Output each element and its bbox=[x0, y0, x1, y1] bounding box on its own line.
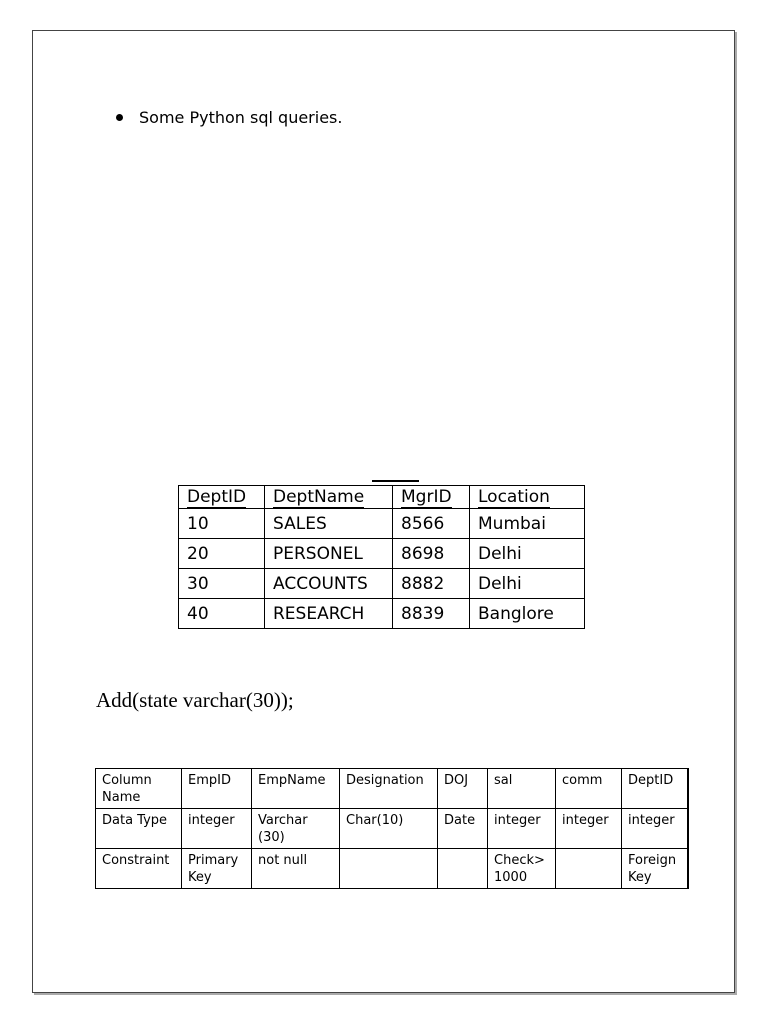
table-cell: 8566 bbox=[393, 509, 470, 539]
bullet-item bbox=[116, 108, 342, 127]
bullet-dot-icon bbox=[116, 114, 123, 121]
table-row bbox=[179, 599, 585, 629]
table-cell: Constraint bbox=[96, 849, 182, 889]
table-row bbox=[179, 509, 585, 539]
table-cell: 30 bbox=[179, 569, 265, 599]
dept-table bbox=[178, 485, 585, 629]
table-row bbox=[96, 809, 688, 849]
table-cell: Delhi bbox=[470, 539, 585, 569]
table-cell: RESEARCH bbox=[265, 599, 393, 629]
table-row bbox=[179, 569, 585, 599]
column-header: MgrID bbox=[393, 486, 470, 509]
table-cell: PERSONEL bbox=[265, 539, 393, 569]
table-cell: EmpName bbox=[252, 769, 340, 809]
table-cell: Primary Key bbox=[182, 849, 252, 889]
table-row bbox=[179, 539, 585, 569]
table-cell: 8882 bbox=[393, 569, 470, 599]
table-row bbox=[96, 849, 688, 889]
table-cell: Check> 1000 bbox=[488, 849, 556, 889]
table-cell: sal bbox=[488, 769, 556, 809]
table-cell: Delhi bbox=[470, 569, 585, 599]
table-cell: Column Name bbox=[96, 769, 182, 809]
table-cell: EmpID bbox=[182, 769, 252, 809]
table-cell: Date bbox=[438, 809, 488, 849]
emp-schema-table bbox=[95, 768, 689, 889]
table-header-row bbox=[179, 486, 585, 509]
table-cell: integer bbox=[556, 809, 622, 849]
table-cell: Varchar (30) bbox=[252, 809, 340, 849]
bullet-text: Some Python sql queries. bbox=[139, 108, 343, 127]
table-cell: Foreign Key bbox=[622, 849, 688, 889]
table-cell: Banglore bbox=[470, 599, 585, 629]
table-cell: not null bbox=[252, 849, 340, 889]
table-cell bbox=[438, 849, 488, 889]
table-cell: 40 bbox=[179, 599, 265, 629]
table-cell: DOJ bbox=[438, 769, 488, 809]
table-cell: DeptID bbox=[622, 769, 688, 809]
table-cell: integer bbox=[488, 809, 556, 849]
table-cell: ACCOUNTS bbox=[265, 569, 393, 599]
table-cell: 8839 bbox=[393, 599, 470, 629]
table-cell: 10 bbox=[179, 509, 265, 539]
table-cell: comm bbox=[556, 769, 622, 809]
table-cell: Mumbai bbox=[470, 509, 585, 539]
column-header: Location bbox=[470, 486, 585, 509]
horizontal-rule bbox=[372, 480, 419, 482]
table-cell: Char(10) bbox=[340, 809, 438, 849]
table-cell: Data Type bbox=[96, 809, 182, 849]
column-header: DeptName bbox=[265, 486, 393, 509]
column-header: DeptID bbox=[179, 486, 265, 509]
table-cell: Designation bbox=[340, 769, 438, 809]
table-cell: integer bbox=[622, 809, 688, 849]
table-cell: integer bbox=[182, 809, 252, 849]
table-cell: 20 bbox=[179, 539, 265, 569]
table-cell: 8698 bbox=[393, 539, 470, 569]
table-row bbox=[96, 769, 688, 809]
table-cell: SALES bbox=[265, 509, 393, 539]
alter-statement: Add(state varchar(30)); bbox=[96, 688, 294, 712]
table-cell bbox=[556, 849, 622, 889]
table-cell bbox=[340, 849, 438, 889]
